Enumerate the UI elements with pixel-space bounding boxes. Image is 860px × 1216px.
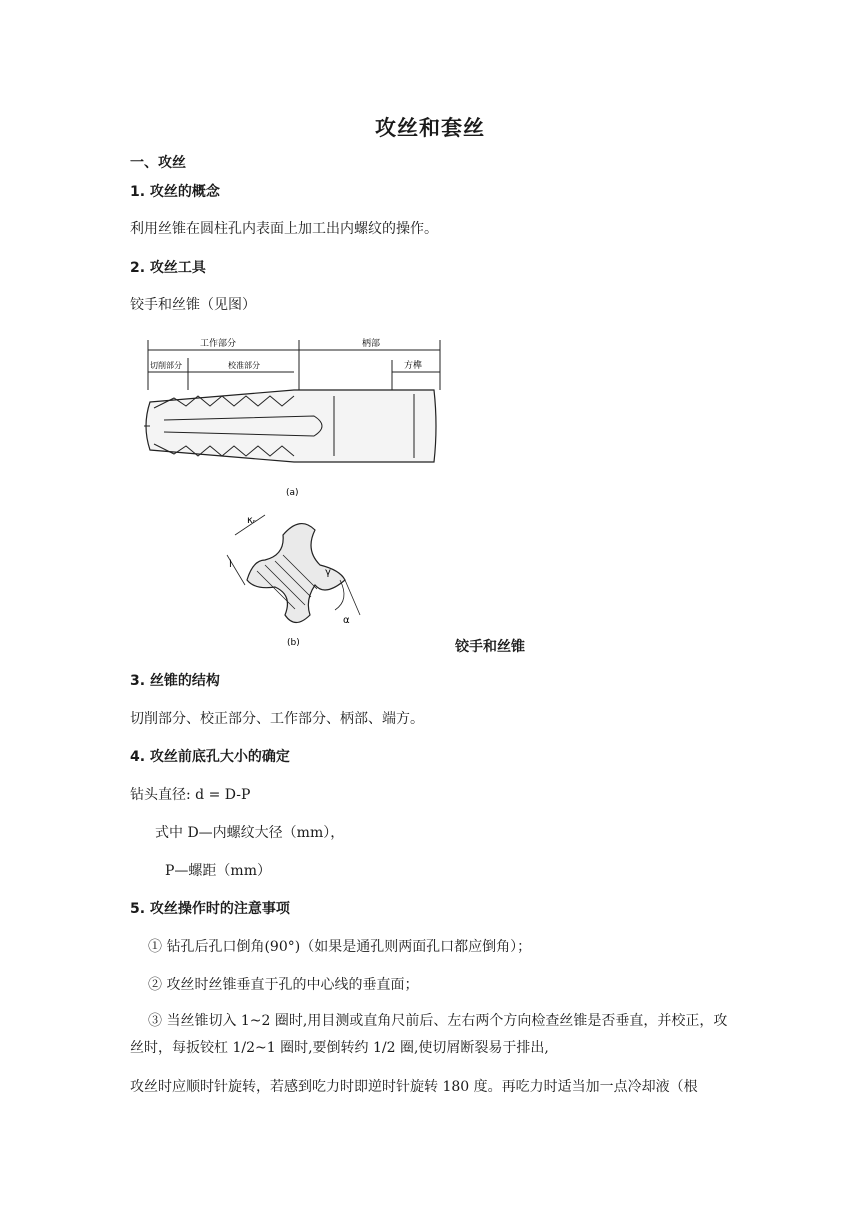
label-square-tenon: 方榫: [404, 361, 423, 371]
heading-structure: 3. 丝锥的结构: [130, 673, 220, 689]
section-heading: 一、攻丝: [130, 155, 186, 171]
paragraph-tools: 铰手和丝锥（见图）: [130, 297, 256, 313]
paragraph-structure: 切削部分、校正部分、工作部分、柄部、端方。: [130, 711, 424, 727]
note-3: ③ 当丝锥切入 1~2 圈时,用目测或直角尺前后、左右两个方向检查丝锥是否垂直，并校正，攻丝时，每扳铰杠 1/2~1 圈时,要倒转约 1/2 圈,使切屑断裂易于排出,: [130, 1013, 728, 1056]
page-title: 攻丝和套丝: [375, 116, 485, 140]
symbol-alpha: α: [343, 615, 350, 626]
heading-notes: 5. 攻丝操作时的注意事项: [130, 901, 290, 917]
label-shank: 柄部: [362, 339, 381, 349]
label-b: (b): [287, 638, 300, 648]
label-a: (a): [286, 488, 299, 498]
figure-caption: 铰手和丝锥: [455, 639, 525, 655]
tap-figure-b: [225, 505, 375, 650]
formula-where-p: P—螺距（mm）: [165, 863, 271, 879]
note-1: ① 钻孔后孔口倒角(90°)（如果是通孔则两面孔口都应倒角）；: [148, 939, 532, 955]
symbol-gamma: γ: [325, 567, 331, 578]
note-2: ② 攻丝时丝锥垂直于孔的中心线的垂直面；: [148, 977, 419, 993]
heading-concept: 1. 攻丝的概念: [130, 184, 220, 200]
formula-where-d: 式中 D—内螺纹大径（mm），: [155, 825, 345, 841]
paragraph-concept: 利用丝锥在圆柱孔内表面上加工出内螺纹的操作。: [130, 221, 438, 237]
label-cutting-part: 切削部分: [150, 361, 182, 370]
formula-line: 钻头直径: d = D-P: [130, 787, 251, 803]
heading-tools: 2. 攻丝工具: [130, 260, 206, 276]
label-calibration-part: 校准部分: [228, 361, 260, 370]
symbol-l: l: [229, 559, 232, 570]
paragraph-rotation: 攻丝时应顺时针旋转，若感到吃力时即逆时针旋转 180 度。再吃力时适当加一点冷却液（根: [130, 1079, 698, 1095]
tap-figure-a: [134, 330, 454, 500]
label-work-part: 工作部分: [200, 339, 237, 349]
symbol-kr: κᵣ: [247, 515, 256, 526]
heading-hole-size: 4. 攻丝前底孔大小的确定: [130, 749, 290, 765]
